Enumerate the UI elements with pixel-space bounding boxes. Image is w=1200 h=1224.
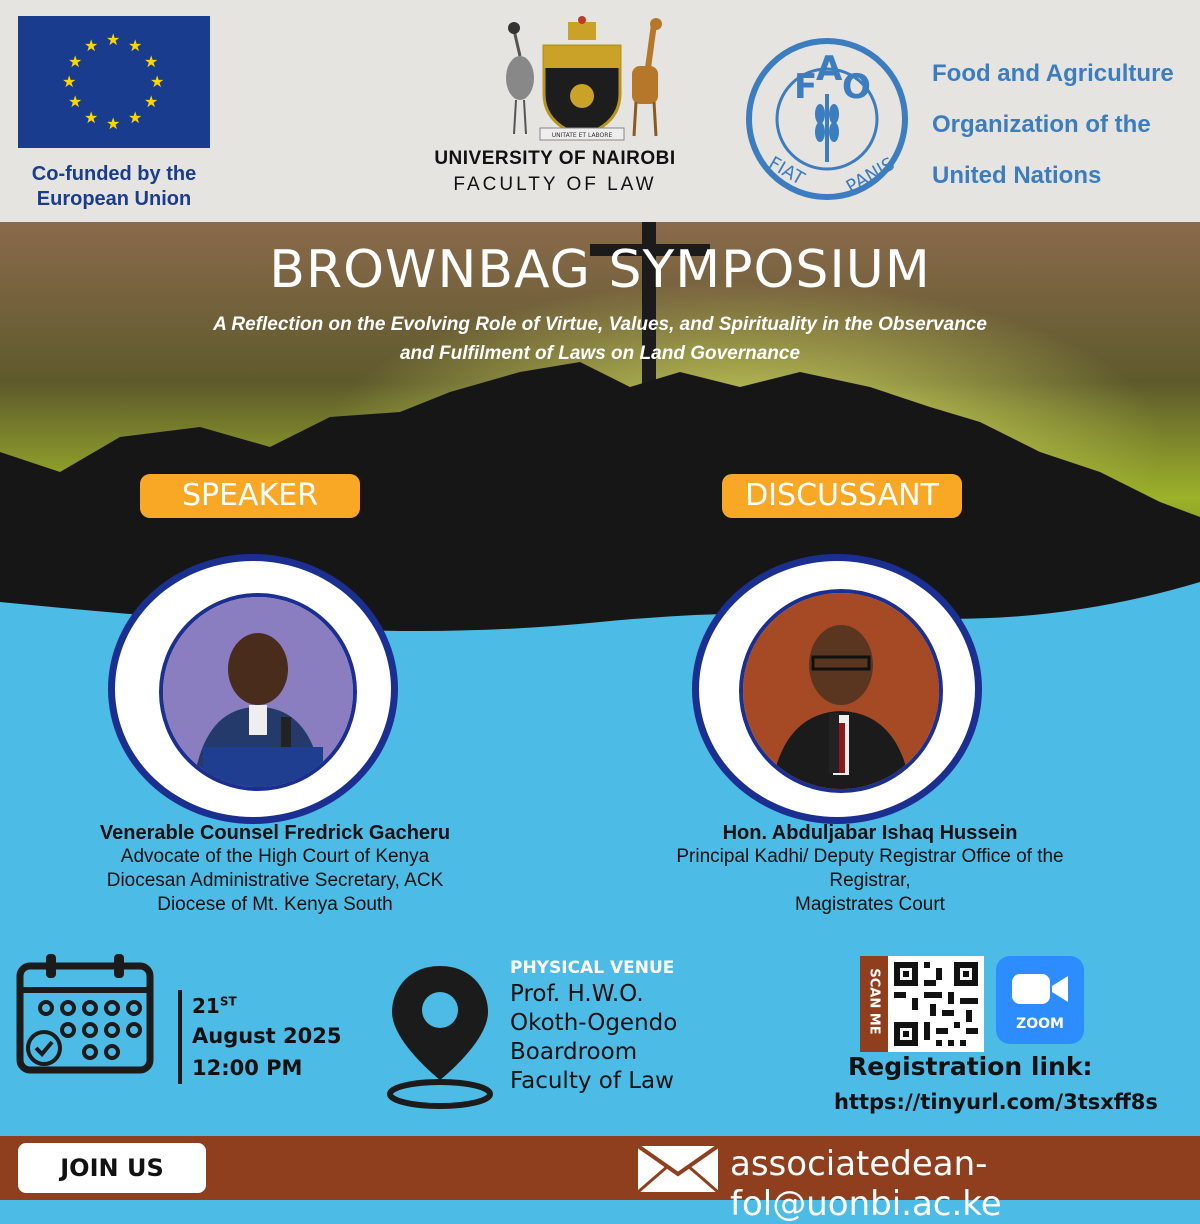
eu-caption [14, 162, 214, 212]
scan-me-tab [860, 956, 888, 1052]
svg-text:A: A [816, 49, 843, 89]
fao-name-line-1: Food and Agriculture [932, 60, 1174, 87]
speaker-portrait [108, 554, 398, 824]
fao-name [932, 48, 1192, 201]
fao-name-line-2: Organization of the [932, 111, 1151, 138]
zoom-button[interactable] [996, 956, 1084, 1044]
mail-icon [636, 1144, 720, 1194]
discussant-portrait [692, 554, 982, 824]
university-crest-logo [492, 16, 672, 144]
discussant-title-1: Principal Kadhi/ Deputy Registrar Office of the [676, 846, 1064, 867]
qr-code-icon[interactable] [888, 956, 984, 1052]
speaker-title-2: Diocesan Administrative Secretary, ACK [106, 870, 444, 891]
calendar-icon [14, 952, 158, 1076]
date-divider [178, 990, 182, 1084]
venue-line-4: Faculty of Law [510, 1068, 674, 1094]
eu-flag-logo: ★ ★ ★ ★ ★ ★ ★ ★ ★ ★ ★ ★ [18, 16, 210, 148]
faculty-name: FACULTY OF LAW [453, 174, 657, 195]
join-us-button[interactable]: JOIN US [18, 1143, 206, 1193]
speaker-details [20, 822, 530, 917]
svg-text:O: O [842, 67, 871, 107]
discussant-photo [739, 589, 943, 793]
event-time: 12:00 PM [192, 1056, 303, 1080]
fao-ring-right-text: PANIS [842, 153, 899, 198]
uon-motto-text: UNITATE ET LABORE [551, 132, 613, 139]
eu-caption-line-2: European Union [36, 188, 192, 210]
event-subtitle-line-2: and Fulfilment of Laws on Land Governance [399, 343, 801, 364]
discussant-tag: DISCUSSANT [722, 474, 962, 518]
venue-label: PHYSICAL VENUE [510, 958, 675, 978]
venue-address [510, 980, 750, 1096]
event-subtitle-line-1: A Reflection on the Evolving Role of Virtue, Values, and Spirituality in the Observance [213, 314, 987, 335]
registration-label: Registration link: [848, 1052, 1093, 1081]
location-pin-icon [380, 960, 500, 1110]
discussant-details [620, 822, 1120, 917]
speaker-title-3: Diocese of Mt. Kenya South [157, 894, 393, 915]
zoom-label: ZOOM [1016, 1016, 1064, 1032]
fao-ring-left-text: FIAT [764, 152, 808, 190]
date-day-number: 21 [192, 994, 220, 1018]
university-name: UNIVERSITY OF NAIROBI [434, 148, 676, 169]
contact-email[interactable]: associatedean-fol@uonbi.ac.ke [730, 1144, 1002, 1224]
date-day [192, 994, 237, 1018]
venue-line-3: Boardroom [510, 1039, 638, 1065]
speaker-title-1: Advocate of the High Court of Kenya [120, 846, 430, 867]
discussant-name: Hon. Abduljabar Ishaq Hussein [722, 822, 1018, 844]
discussant-title-3: Magistrates Court [795, 894, 945, 915]
registration-link[interactable]: https://tinyurl.com/3tsxff8s [834, 1090, 1158, 1114]
speaker-name: Venerable Counsel Fredrick Gacheru [99, 822, 451, 844]
event-title: BROWNBAG SYMPOSIUM [269, 240, 931, 300]
eu-caption-line-1: Co-funded by the [31, 163, 197, 185]
fao-name-line-3: United Nations [932, 162, 1102, 189]
date-month-year: August 2025 [192, 1024, 342, 1048]
scan-me-label: SCAN ME [866, 968, 882, 1035]
svg-text:F: F [794, 67, 818, 107]
event-subtitle [40, 310, 1160, 368]
venue-line-1: Prof. H.W.O. [510, 981, 644, 1007]
venue-line-2: Okoth-Ogendo [510, 1010, 678, 1036]
speaker-photo [159, 593, 357, 791]
discussant-title-2: Registrar, [829, 870, 911, 891]
zoom-camera-icon [1010, 970, 1070, 1008]
speaker-tag: SPEAKER [140, 474, 360, 518]
date-day-suffix: ST [219, 994, 237, 1009]
fao-logo [742, 34, 912, 204]
